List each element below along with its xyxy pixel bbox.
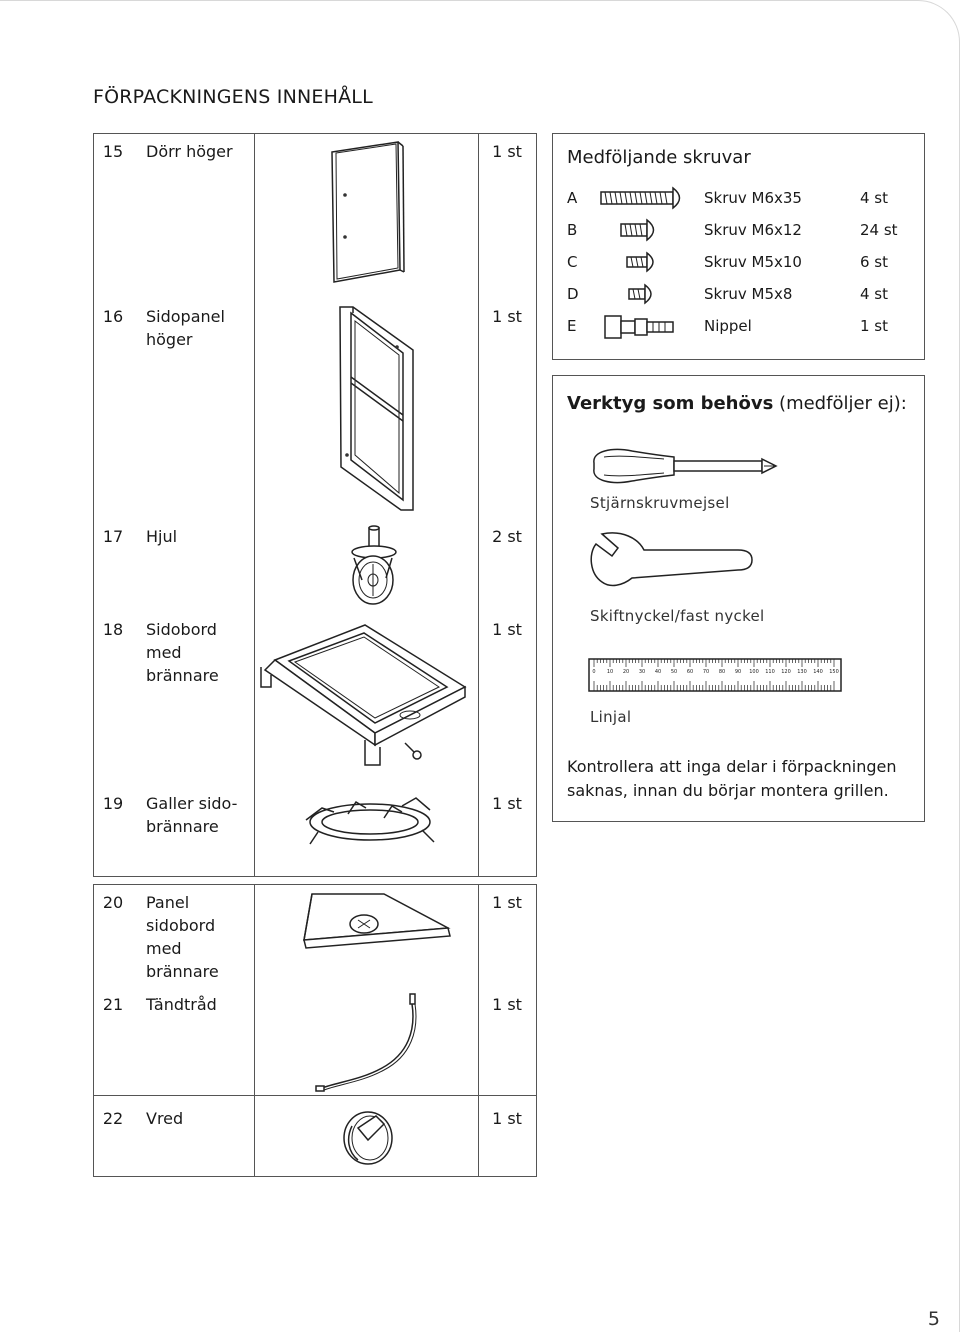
part-name: Vred <box>146 1109 184 1128</box>
ruler-tick-label: 130 <box>797 669 807 675</box>
ruler-tick-label: 70 <box>702 669 710 675</box>
part-name: Dörr höger <box>146 142 233 161</box>
screw-qty: 24 st <box>860 221 898 239</box>
side-table-icon <box>255 615 470 775</box>
column-divider <box>478 134 479 876</box>
part-qty: 1 st <box>492 620 522 639</box>
screw-m6x12-icon <box>620 218 670 242</box>
side-panel-icon <box>335 305 420 515</box>
check-note-line-1: Kontrollera att inga delar i förpackningen <box>567 757 897 776</box>
screwdriver-label: Stjärnskruvmejsel <box>590 494 730 512</box>
part-name: Tändtråd <box>146 995 217 1014</box>
screw-name: Skruv M5x8 <box>704 285 793 303</box>
ruler-tick-label: 60 <box>686 669 694 675</box>
grate-icon <box>298 788 448 850</box>
part-number: 16 <box>102 307 124 326</box>
screw-letter: E <box>567 317 577 335</box>
part-number: 17 <box>102 527 124 546</box>
part-qty: 1 st <box>492 893 522 912</box>
part-qty: 1 st <box>492 307 522 326</box>
screw-qty: 4 st <box>860 189 889 207</box>
ruler-tick-label: 120 <box>781 669 791 675</box>
part-name: Sidopanel höger <box>146 307 225 349</box>
igniter-wire-icon <box>312 990 422 1094</box>
part-qty: 1 st <box>492 995 522 1014</box>
knob-icon <box>338 1108 398 1168</box>
wrench-icon <box>588 530 758 592</box>
screw-qty: 1 st <box>860 317 889 335</box>
wrench-label: Skiftnyckel/fast nyckel <box>590 607 765 625</box>
part-name: Galler sido-brännare <box>146 794 238 836</box>
screw-letter: D <box>567 285 579 303</box>
part-number: 22 <box>102 1109 124 1128</box>
screw-letter: A <box>567 189 578 207</box>
screw-qty: 6 st <box>860 253 889 271</box>
ruler-icon <box>588 657 843 693</box>
part-qty: 1 st <box>492 142 522 161</box>
part-number: 20 <box>102 893 124 912</box>
ruler-tick-label: 50 <box>670 669 678 675</box>
screw-name: Skruv M6x35 <box>704 189 802 207</box>
tools-title: Verktyg som behövs (medföljer ej): <box>567 393 907 414</box>
screw-letter: C <box>567 253 578 271</box>
screw-name: Nippel <box>704 317 752 335</box>
part-name: Sidobord med brännare <box>146 620 219 685</box>
screw-m5x8-icon <box>628 283 664 305</box>
door-icon <box>320 140 410 285</box>
ruler-tick-label: 30 <box>638 669 646 675</box>
screw-name: Skruv M6x12 <box>704 221 802 239</box>
part-number: 21 <box>102 995 124 1014</box>
nipple-icon <box>603 313 678 341</box>
wheel-icon <box>340 520 410 608</box>
part-qty: 2 st <box>492 527 522 546</box>
ruler-tick-label: 150 <box>829 669 839 675</box>
ruler-tick-label: 10 <box>606 669 614 675</box>
check-note-line-2: saknas, innan du börjar montera grillen. <box>567 781 889 800</box>
part-name: Hjul <box>146 527 178 546</box>
column-divider <box>478 885 479 1176</box>
part-qty: 1 st <box>492 1109 522 1128</box>
screwdriver-icon <box>590 445 785 489</box>
screws-title: Medföljande skruvar <box>567 147 751 168</box>
ruler-tick-label: 140 <box>813 669 823 675</box>
column-divider <box>254 885 255 1176</box>
screw-m5x10-icon <box>626 251 666 273</box>
screw-m6x35-icon <box>600 186 690 210</box>
ruler-tick-label: 110 <box>765 669 775 675</box>
screw-qty: 4 st <box>860 285 889 303</box>
page-heading: FÖRPACKNINGENS INNEHÅLL <box>93 86 373 108</box>
part-number: 19 <box>102 794 124 813</box>
ruler-tick-label: 100 <box>749 669 759 675</box>
part-number: 15 <box>102 142 124 161</box>
ruler-tick-label: 0 <box>592 669 596 675</box>
ruler-tick-label: 20 <box>622 669 630 675</box>
part-qty: 1 st <box>492 794 522 813</box>
panel-icon <box>300 890 450 950</box>
ruler-tick-label: 80 <box>718 669 726 675</box>
ruler-tick-label: 40 <box>654 669 662 675</box>
screw-name: Skruv M5x10 <box>704 253 802 271</box>
screw-letter: B <box>567 221 578 239</box>
ruler-label: Linjal <box>590 708 632 726</box>
part-number: 18 <box>102 620 124 639</box>
row-divider <box>94 1095 536 1096</box>
ruler-tick-label: 90 <box>734 669 742 675</box>
part-name: Panel sidobord med brännare <box>146 893 219 981</box>
page-number: 5 <box>927 1308 940 1330</box>
